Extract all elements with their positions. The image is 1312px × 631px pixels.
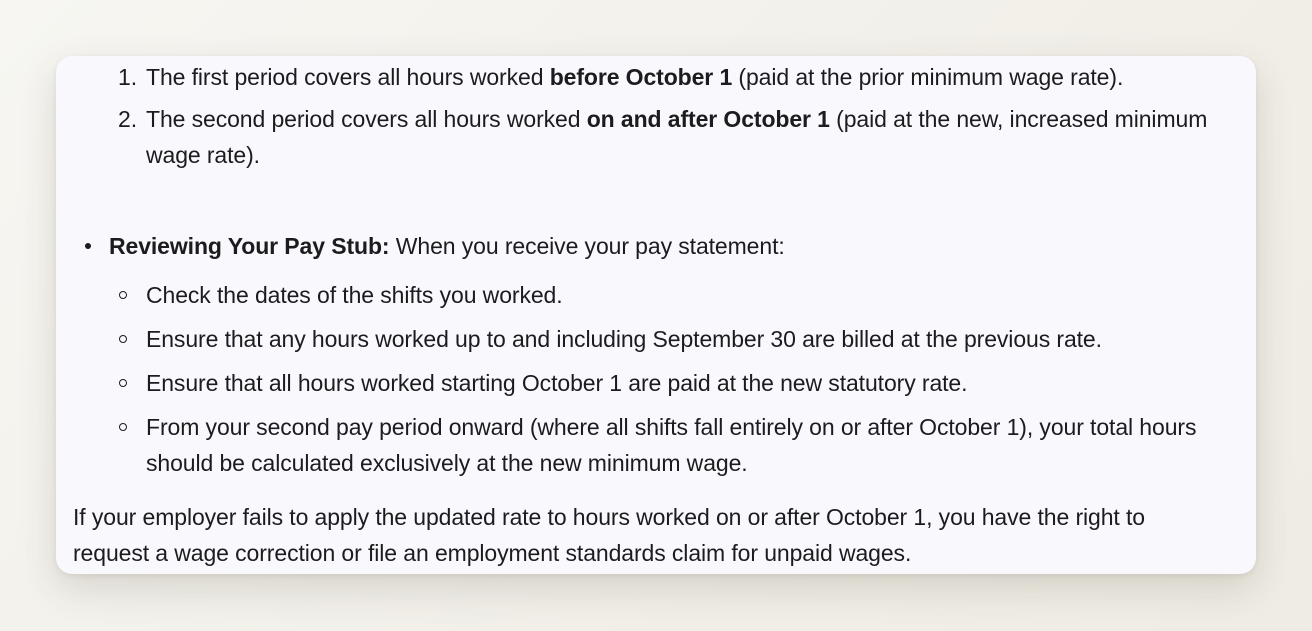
checklist-text: Check the dates of the shifts you worked.	[146, 282, 563, 308]
review-heading: Reviewing Your Pay Stub:	[109, 233, 390, 259]
pay-period-item	[118, 59, 1241, 95]
hollow-bullet-icon	[119, 335, 127, 343]
period-text: The second period covers all hours worked	[146, 106, 587, 132]
review-bullet	[109, 228, 1239, 264]
review-checklist	[146, 277, 1246, 489]
period-emphasis: before October 1	[549, 64, 733, 90]
period-text: The first period covers all hours worked	[146, 64, 550, 90]
bullet-dot-icon	[85, 243, 91, 249]
checklist-item	[146, 321, 1246, 357]
checklist-item	[146, 365, 1246, 401]
hollow-bullet-icon	[119, 379, 127, 387]
period-text-end: (paid at the new, increased minimum wage rate).	[146, 106, 1208, 168]
hollow-bullet-icon	[119, 291, 127, 299]
closing-paragraph: If your employer fails to apply the updated rate to hours worked on or after October 1, you have the right to request a wage correction or file an employment standards claim for unpaid wages.	[73, 504, 1145, 566]
checklist-item	[146, 409, 1246, 481]
pay-period-list	[118, 59, 1241, 179]
period-text-end: (paid at the prior minimum wage rate).	[732, 64, 1124, 90]
list-number: 1.	[118, 64, 137, 90]
checklist-text: Ensure that all hours worked starting October 1 are paid at the new statutory rate.	[146, 370, 968, 396]
message-card	[56, 56, 1256, 574]
checklist-text: From your second pay period onward (where all shifts fall entirely on or after October 1), your total hours should be calculated exclusively at the new minimum wage.	[146, 414, 1197, 476]
list-number: 2.	[118, 106, 137, 132]
pay-period-item	[118, 101, 1241, 173]
hollow-bullet-icon	[119, 423, 127, 431]
period-emphasis: on and after October 1	[586, 106, 830, 132]
checklist-text: Ensure that any hours worked up to and including September 30 are billed at the previous rate.	[146, 326, 1102, 352]
checklist-item	[146, 277, 1246, 313]
review-text: When you receive your pay statement:	[389, 233, 785, 259]
